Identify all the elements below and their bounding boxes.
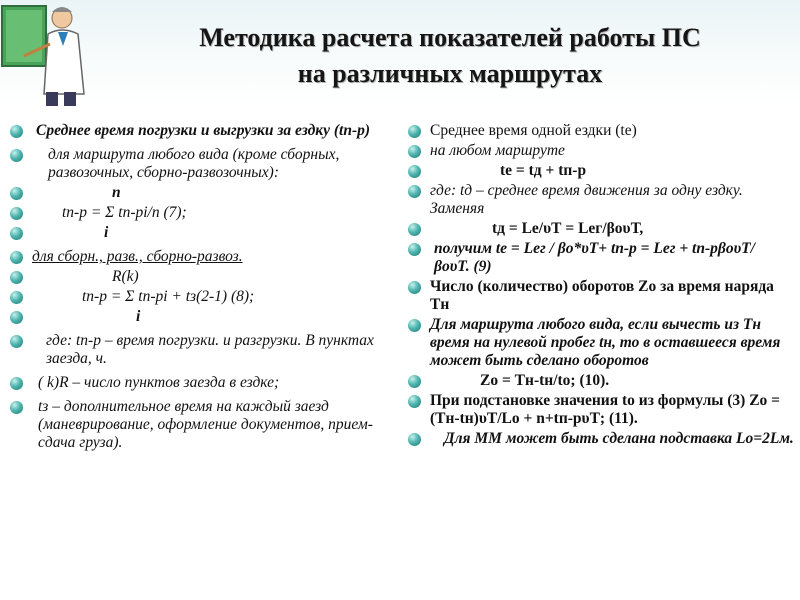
- title-line-1: Методика расчета показателей работы ПС: [199, 23, 701, 52]
- right-text-1: Среднее время одной ездки (tе): [430, 122, 637, 139]
- right-text-4: где: tд – среднее время движения за одну ездку. Заменяя: [430, 182, 743, 217]
- right-item: [404, 182, 794, 218]
- bullet-icon: [408, 281, 421, 294]
- right-column: [404, 122, 794, 450]
- left-item: [6, 146, 374, 182]
- bullet-icon: [10, 125, 23, 138]
- right-text-10: При подстановке значения tо из формулы (3) Zо = (Тн-tн)υТ/Lо + n+tп-рυТ; (11).: [430, 392, 781, 427]
- bullet-icon: [408, 145, 421, 158]
- left-text-5: i: [104, 224, 109, 241]
- teacher-pointer-icon: [0, 0, 96, 108]
- bullet-icon: [10, 271, 23, 284]
- left-text-1: Среднее время погрузки и выгрузки за ездку (tп-р): [36, 122, 371, 139]
- right-text-2: на любом маршруте: [430, 142, 565, 159]
- right-item: [404, 392, 794, 428]
- right-text-8: Для маршрута любого вида, если вычесть из Тн время на нулевой пробег tн, то в оставшееся время может быть сделано оборотов: [430, 316, 781, 369]
- left-item: [6, 184, 374, 202]
- left-item: [6, 204, 374, 222]
- bullet-icon: [10, 149, 23, 162]
- left-text-12: tз – дополнительное время на каждый заезд (маневрирование, оформление документов, прием-сдача груза).: [38, 398, 373, 451]
- bullet-icon: [10, 227, 23, 240]
- right-item: [404, 240, 794, 276]
- bullet-icon: [10, 251, 23, 264]
- left-item: [6, 374, 374, 392]
- left-text-3: n: [112, 184, 121, 201]
- right-text-7: Число (количество) оборотов Zо за время наряда Тн: [430, 278, 774, 313]
- bullet-icon: [10, 291, 23, 304]
- right-item: [404, 162, 794, 180]
- left-text-6: для сборн., разв., сборно-развоз.: [32, 248, 243, 265]
- right-item: [404, 122, 794, 140]
- left-text-7: R(k): [112, 268, 139, 285]
- left-text-8: tп-р = Σ tп-рi + tз(2-1) (8);: [82, 288, 255, 305]
- right-item: [404, 278, 794, 314]
- bullet-icon: [408, 125, 421, 138]
- bullet-icon: [10, 207, 23, 220]
- bullet-icon: [408, 223, 421, 236]
- left-item: [6, 308, 374, 326]
- left-item: [6, 122, 374, 140]
- left-text-11: ( k)R – число пунктов заезда в ездке;: [38, 374, 280, 391]
- bullet-icon: [408, 319, 421, 332]
- right-item: [404, 220, 794, 238]
- left-item: [6, 248, 374, 266]
- bullet-icon: [10, 187, 23, 200]
- right-text-6: получим tе = Lег / βо*υТ+ tп-р = Lег + tп-рβоυТ/ βоυТ. (9): [434, 240, 755, 275]
- slide-title: [110, 20, 790, 92]
- right-text-11: Для ММ может быть сделана подставка Lо=2Lм.: [444, 430, 794, 447]
- right-item: [404, 372, 794, 390]
- bullet-icon: [408, 375, 421, 388]
- left-text-4: tп-р = Σ tп-рi/n (7);: [62, 204, 187, 221]
- right-text-9: Zо = Тн-tн/tо; (10).: [480, 372, 610, 389]
- bullet-icon: [10, 335, 23, 348]
- right-text-5: tд = Lе/υТ = Lег/βоυТ,: [492, 220, 644, 237]
- left-item: [6, 288, 374, 306]
- right-item: [404, 316, 794, 370]
- left-item: [6, 332, 374, 368]
- title-line-2: на различных маршрутах: [297, 59, 603, 88]
- bullet-icon: [408, 433, 421, 446]
- bullet-icon: [408, 243, 421, 256]
- right-item: [404, 142, 794, 160]
- bullet-icon: [408, 165, 421, 178]
- bullet-icon: [10, 311, 23, 324]
- left-text-10: где: tп-р – время погрузки. и разгрузки. В пунктах заезда, ч.: [46, 332, 374, 367]
- left-text-9: i: [136, 308, 141, 325]
- bullet-icon: [408, 395, 421, 408]
- bullet-icon: [10, 401, 23, 414]
- left-item: [6, 224, 374, 242]
- left-item: [6, 268, 374, 286]
- bullet-icon: [408, 185, 421, 198]
- right-item: [404, 430, 794, 448]
- bullet-icon: [10, 377, 23, 390]
- left-column: [6, 122, 374, 454]
- left-text-2: для маршрута любого вида (кроме сборных, развозочных, сборно-развозочных):: [48, 146, 340, 181]
- left-item: [6, 398, 374, 452]
- right-text-3: tе = tд + tп-р: [500, 162, 587, 179]
